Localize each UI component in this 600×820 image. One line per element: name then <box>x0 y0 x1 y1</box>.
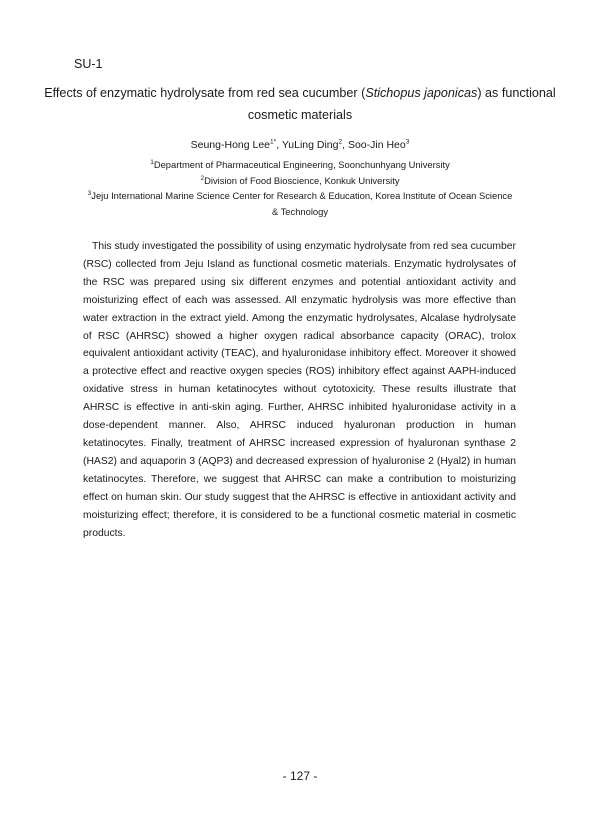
title-text-after: ) as functional cosmetic materials <box>247 86 556 122</box>
title-text-before: Effects of enzymatic hydrolysate from red sea cucumber ( <box>44 86 366 100</box>
affiliation: $^1$Department of Pharmaceutical Engineering, Soonchunhyang University <box>150 158 450 170</box>
abstract-body: This study investigated the possibility of using enzymatic hydrolysate from red sea cucumber (RSC) collected from Jeju Island as functional cosmetic materials. Enzymatic hydrolysates of the RSC was prepared using six different enzymes and potential antioxidant activity and moisturizing effect of each was assessed. All enzymatic hydrolysis was more effective than water extraction in the extract yield. Among the enzymatic hydrolysates, Alcalase hydrolysate of RSC (AHRSC) showed a higher oxygen radical absorbance capacity (ORAC), trolox equivalent antioxidant activity (TEAC), and hyaluronidase inhibitory effect. Moreover it showed a protective effect and reactive oxygen species (ROS) inhibitory effect against AAPH-induced oxidative stress in human ketatinocytes without cytotoxicity. These results illustrate that AHRSC is effective in anti-skin aging. Further, AHRSC inhibited hyaluronidase activity in a dose-dependent manner. Also, AHRSC induced hyaluronan production in human ketatinocytes. Finally, treatment of AHRSC increased expression of hyaluronan synthase 2 (HAS2) and aquaporin 3 (AQP3) and decreased expression of hyaluronise 2 (Hyal2) in human ketatinocytes. Therefore, we suggest that AHRSC can make a contribution to moisturizing effect on human skin. Our study suggest that the AHRSC is effective in antioxidant activity and moisturizing effect; therefore, it is considered to be a functional cosmetic material in cosmetic products. <box>83 241 516 539</box>
author: Soo-Jin Heo$^3$ <box>347 138 410 151</box>
page-number: - 127 - <box>282 769 318 783</box>
affiliation-list <box>84 157 516 219</box>
author: Seung-Hong Lee$^{1*}$, <box>190 138 282 151</box>
species-name: Stichopus japonicas <box>365 86 478 100</box>
affiliation: $^3$Jeju International Marine Science Center for Research & Education, Korea Institute of Ocean Science & Technology <box>87 189 513 217</box>
author-list <box>0 138 600 153</box>
author: YuLing Ding$^2$, <box>281 138 348 151</box>
paper-title <box>40 82 560 126</box>
section-code: SU-1 <box>74 57 103 71</box>
affiliation: $^2$Division of Food Bioscience, Konkuk University <box>200 174 400 186</box>
